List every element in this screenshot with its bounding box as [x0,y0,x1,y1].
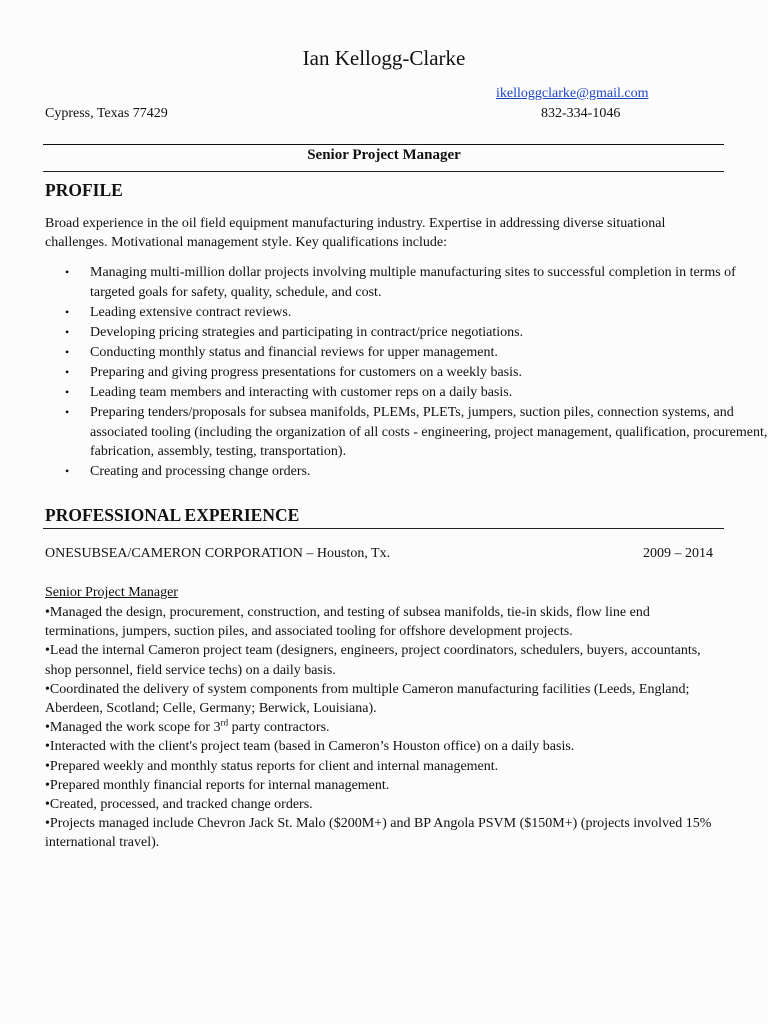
list-item [65,323,768,343]
duty-item: •Prepared weekly and monthly status reports for client and internal management. [45,758,499,774]
duty-item: •Lead the internal Cameron project team (designers, engineers, project coordinators, schedulers, buyers, accountants, shop personnel, field service techs) on a daily basis. [45,643,701,678]
company-row [45,546,713,562]
role-title: Senior Project Manager [307,147,461,163]
duty-item: •Projects managed include Chevron Jack St. Malo ($200M+) and BP Angola PSVM ($150M+) (projects involved 15% international travel). [45,816,712,851]
duty-text: party contractors. [228,720,330,736]
bullet-icon: • [65,405,70,420]
top-rule-divider [43,144,724,145]
phone-number: 832-334-1046 [541,106,621,121]
qualification-text: Leading team members and interacting with customer reps on a daily basis. [90,384,513,400]
duty-item: •Created, processed, and tracked change orders. [45,797,313,813]
bullet-icon: • [65,344,70,359]
list-item [65,462,768,482]
location: Cypress, Texas 77429 [45,106,168,121]
qualification-text: Preparing tenders/proposals for subsea manifolds, PLEMs, PLETs, jumpers, suction piles, connection systems, and associated tooling (including the organization of all costs - engineering, project management, qualification, procurement, fabrication, assembly, testing, transportation). [90,405,768,460]
duty-item: •Prepared monthly financial reports for internal management. [45,777,390,793]
duty-text: •Managed the work scope for 3 [45,720,221,736]
list-item [65,383,768,403]
bullet-icon: • [65,324,70,339]
position-title: Senior Project Manager [45,585,178,600]
bullet-icon: • [65,464,70,479]
list-item [65,363,768,383]
bullet-icon: • [65,364,70,379]
experience-heading: PROFESSIONAL EXPERIENCE [45,505,300,525]
bullet-icon: • [65,384,70,399]
qualification-text: Preparing and giving progress presentations for customers on a weekly basis. [90,364,522,380]
qualification-text: Leading extensive contract reviews. [90,304,292,320]
experience-rule-divider [43,528,724,529]
profile-summary: Broad experience in the oil field equipment manufacturing industry. Expertise in addressing diverse situational challenges. Motivational management style. Key qualifications include: [45,216,666,250]
bullet-icon: • [65,265,70,279]
employment-years: 2009 – 2014 [643,546,713,561]
bullet-icon: • [65,304,70,319]
duty-item: •Interacted with the client's project team (based in Cameron’s Houston office) on a daily basis. [45,739,575,755]
list-item [65,403,768,462]
list-item [65,263,768,302]
duty-item [45,718,725,737]
profile-heading: PROFILE [45,180,123,200]
email-link[interactable]: ikelloggclarke@gmail.com [496,86,649,101]
ordinal-suffix: rd [220,717,229,728]
duty-item: •Managed the design, procurement, construction, and testing of subsea manifolds, tie-in skids, flow line end terminations, jumpers, suction piles, and associated tooling for offshore development projects. [45,605,650,640]
candidate-name: Ian Kellogg-Clarke [302,46,466,70]
qualification-text: Managing multi-million dollar projects involving multiple manufacturing sites to successful completion in terms of targeted goals for safety, quality, schedule, and cost. [90,265,736,300]
duty-item: •Coordinated the delivery of system components from multiple Cameron manufacturing facilities (Leeds, England; Aberdeen, Scotland; Celle, Germany; Berwick, Louisiana). [45,681,690,717]
qualification-text: Conducting monthly status and financial reviews for upper management. [90,344,498,360]
role-rule-divider [43,171,724,172]
qualification-text: Developing pricing strategies and participating in contract/price negotiations. [90,324,524,340]
list-item [65,343,768,363]
duties-list [45,603,725,853]
qualifications-list [45,263,768,482]
company-name: ONESUBSEA/CAMERON CORPORATION – Houston, Tx. [45,546,391,561]
qualification-text: Creating and processing change orders. [90,464,311,480]
list-item [65,303,768,323]
